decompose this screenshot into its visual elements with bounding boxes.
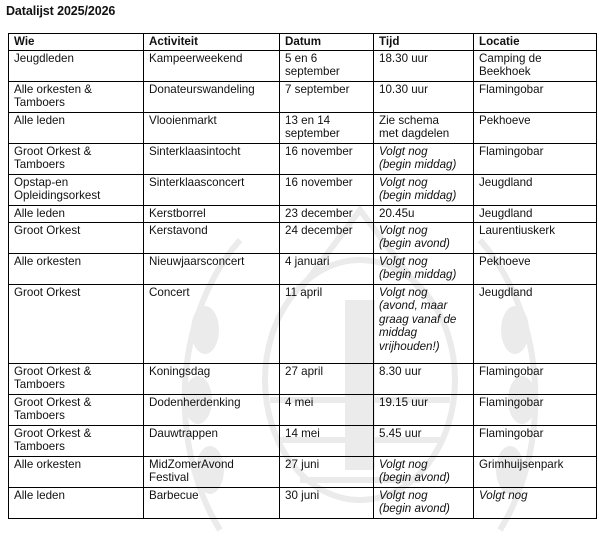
cell-datum-text: 16 november [285, 175, 353, 189]
cell-datum [280, 394, 374, 425]
cell-datum [280, 112, 374, 143]
cell-wie-text: Groot Orkest & Tamboers [14, 426, 92, 454]
cell-tijd-text: Volgt nog (avond, maar graag vanaf de middag vrijhouden!) [379, 285, 457, 353]
cell-tijd [374, 81, 474, 112]
cell-datum-text: 13 en 14 september [285, 113, 340, 141]
cell-wie-text: Groot Orkest [14, 223, 81, 237]
cell-datum-text: 27 juni [285, 457, 320, 471]
table-row [9, 363, 597, 394]
page-title: Datalijst 2025/2026 [6, 4, 116, 18]
cell-locatie-text: Pekhoeve [479, 113, 531, 127]
cell-tijd [374, 456, 474, 487]
cell-datum [280, 425, 374, 456]
cell-wie [9, 112, 144, 143]
cell-tijd-text: Volgt nog (begin avond) [379, 223, 450, 251]
cell-tijd-text: 5.45 uur [379, 426, 422, 440]
cell-activiteit-text: Dauwtrappen [149, 426, 218, 440]
cell-datum-text: 23 december [285, 206, 353, 220]
cell-wie-text: Alle leden [14, 113, 65, 127]
cell-datum-text: 16 november [285, 144, 353, 158]
cell-locatie [474, 205, 597, 222]
cell-activiteit [144, 363, 280, 394]
cell-wie-text: Alle orkesten & Tamboers [14, 82, 92, 110]
cell-activiteit-text: Kerstavond [149, 223, 208, 237]
cell-locatie-text: Flamingobar [479, 364, 544, 378]
cell-activiteit-text: Vlooienmarkt [149, 113, 217, 127]
cell-locatie-text: Grimhuijsenpark [479, 457, 564, 471]
cell-datum-text: 14 mei [285, 426, 320, 440]
cell-activiteit [144, 205, 280, 222]
cell-activiteit [144, 425, 280, 456]
cell-wie-text: Jeugdleden [14, 51, 74, 65]
cell-activiteit-text: Donateurswandeling [149, 82, 255, 96]
schedule-table [8, 33, 597, 519]
cell-locatie [474, 456, 597, 487]
cell-activiteit-text: Kampeerweekend [149, 51, 243, 65]
cell-tijd [374, 222, 474, 253]
cell-locatie [474, 425, 597, 456]
cell-locatie [474, 112, 597, 143]
cell-activiteit [144, 50, 280, 81]
cell-locatie-text: Laurentiuskerk [479, 223, 556, 237]
table-row [9, 143, 597, 174]
cell-wie [9, 222, 144, 253]
cell-wie [9, 487, 144, 518]
table-row [9, 205, 597, 222]
cell-wie-text: Groot Orkest & Tamboers [14, 395, 92, 423]
cell-locatie [474, 50, 597, 81]
table-row [9, 487, 597, 518]
cell-tijd [374, 363, 474, 394]
cell-tijd [374, 205, 474, 222]
cell-locatie [474, 81, 597, 112]
cell-activiteit-text: Kerstborrel [149, 206, 206, 220]
cell-datum [280, 50, 374, 81]
cell-activiteit-text: Koningsdag [149, 364, 211, 378]
cell-locatie-text: Jeugdland [479, 285, 533, 299]
cell-wie [9, 253, 144, 284]
column-header-locatie: Locatie [474, 34, 597, 51]
cell-wie [9, 174, 144, 205]
table-row [9, 112, 597, 143]
cell-activiteit [144, 222, 280, 253]
cell-tijd [374, 143, 474, 174]
cell-datum [280, 143, 374, 174]
cell-locatie [474, 363, 597, 394]
cell-wie-text: Alle orkesten [14, 457, 82, 471]
cell-datum-text: 4 mei [285, 395, 314, 409]
cell-tijd [374, 112, 474, 143]
cell-tijd [374, 253, 474, 284]
cell-locatie [474, 394, 597, 425]
cell-locatie-text: Volgt nog [479, 488, 528, 502]
cell-tijd-text: Zie schema met dagdelen [379, 113, 450, 141]
cell-wie [9, 456, 144, 487]
cell-datum [280, 222, 374, 253]
cell-datum-text: 24 december [285, 223, 353, 237]
cell-wie-text: Alle orkesten [14, 254, 82, 268]
cell-wie [9, 284, 144, 363]
cell-locatie-text: Jeugdland [479, 175, 533, 189]
cell-wie-text: Groot Orkest & Tamboers [14, 364, 92, 392]
cell-wie [9, 81, 144, 112]
cell-datum [280, 487, 374, 518]
cell-locatie-text: Flamingobar [479, 426, 544, 440]
cell-locatie-text: Camping de Beekhoek [479, 51, 542, 79]
cell-datum [280, 456, 374, 487]
cell-activiteit-text: Dodenherdenking [149, 395, 241, 409]
cell-activiteit-text: Nieuwjaarsconcert [149, 254, 245, 268]
cell-wie [9, 394, 144, 425]
cell-activiteit-text: Sinterklaasintocht [149, 144, 241, 158]
cell-tijd [374, 425, 474, 456]
cell-wie-text: Groot Orkest [14, 285, 81, 299]
cell-activiteit-text: Concert [149, 285, 190, 299]
cell-locatie-text: Flamingobar [479, 395, 544, 409]
cell-datum-text: 7 september [285, 82, 350, 96]
table-row [9, 50, 597, 81]
cell-activiteit [144, 394, 280, 425]
cell-activiteit-text: Sinterklaasconcert [149, 175, 245, 189]
cell-locatie [474, 143, 597, 174]
cell-datum [280, 174, 374, 205]
cell-tijd-text: Volgt nog (begin avond) [379, 457, 450, 485]
cell-tijd-text: 18.30 uur [379, 51, 428, 65]
cell-tijd-text: Volgt nog (begin middag) [379, 254, 457, 282]
cell-wie-text: Opstap-en Opleidingsorkest [14, 175, 101, 203]
cell-activiteit [144, 143, 280, 174]
cell-tijd [374, 487, 474, 518]
cell-tijd-text: Volgt nog (begin middag) [379, 175, 457, 203]
cell-wie [9, 363, 144, 394]
column-header-wie: Wie [9, 34, 144, 51]
cell-activiteit [144, 112, 280, 143]
cell-tijd-text: 19.15 uur [379, 395, 428, 409]
cell-activiteit [144, 253, 280, 284]
cell-wie [9, 205, 144, 222]
table-row [9, 81, 597, 112]
cell-locatie [474, 284, 597, 363]
cell-activiteit [144, 81, 280, 112]
table-row [9, 284, 597, 363]
cell-wie-text: Alle leden [14, 488, 65, 502]
cell-tijd [374, 284, 474, 363]
cell-locatie [474, 487, 597, 518]
cell-datum [280, 363, 374, 394]
table-row [9, 174, 597, 205]
cell-activiteit [144, 456, 280, 487]
cell-datum [280, 205, 374, 222]
cell-activiteit [144, 284, 280, 363]
column-header-activiteit: Activiteit [144, 34, 280, 51]
column-header-tijd: Tijd [374, 34, 474, 51]
cell-activiteit [144, 174, 280, 205]
cell-datum [280, 284, 374, 363]
cell-tijd-text: 10.30 uur [379, 82, 428, 96]
cell-wie [9, 425, 144, 456]
table-row [9, 222, 597, 253]
cell-tijd [374, 394, 474, 425]
table-row [9, 253, 597, 284]
cell-wie [9, 143, 144, 174]
cell-locatie [474, 174, 597, 205]
cell-locatie-text: Jeugdland [479, 206, 533, 220]
cell-locatie-text: Flamingobar [479, 144, 544, 158]
cell-locatie [474, 222, 597, 253]
cell-datum-text: 5 en 6 september [285, 51, 340, 79]
table-row [9, 456, 597, 487]
cell-tijd-text: Volgt nog (begin avond) [379, 488, 450, 516]
cell-datum [280, 81, 374, 112]
cell-datum-text: 11 april [285, 285, 323, 299]
cell-activiteit-text: MidZomerAvond Festival [149, 457, 234, 485]
cell-tijd-text: Volgt nog (begin middag) [379, 144, 457, 172]
cell-activiteit-text: Barbecue [149, 488, 199, 502]
cell-datum [280, 253, 374, 284]
cell-locatie-text: Flamingobar [479, 82, 544, 96]
cell-datum-text: 30 juni [285, 488, 320, 502]
cell-wie [9, 50, 144, 81]
cell-tijd-text: 8.30 uur [379, 364, 422, 378]
cell-locatie-text: Pekhoeve [479, 254, 531, 268]
cell-locatie [474, 253, 597, 284]
cell-tijd-text: 20.45u [379, 206, 415, 220]
table-row [9, 425, 597, 456]
cell-wie-text: Groot Orkest & Tamboers [14, 144, 92, 172]
table-header-row [9, 34, 597, 51]
cell-tijd [374, 174, 474, 205]
cell-tijd [374, 50, 474, 81]
cell-wie-text: Alle leden [14, 206, 65, 220]
cell-activiteit [144, 487, 280, 518]
table-row [9, 394, 597, 425]
column-header-datum: Datum [280, 34, 374, 51]
cell-datum-text: 27 april [285, 364, 324, 378]
cell-datum-text: 4 januari [285, 254, 330, 268]
